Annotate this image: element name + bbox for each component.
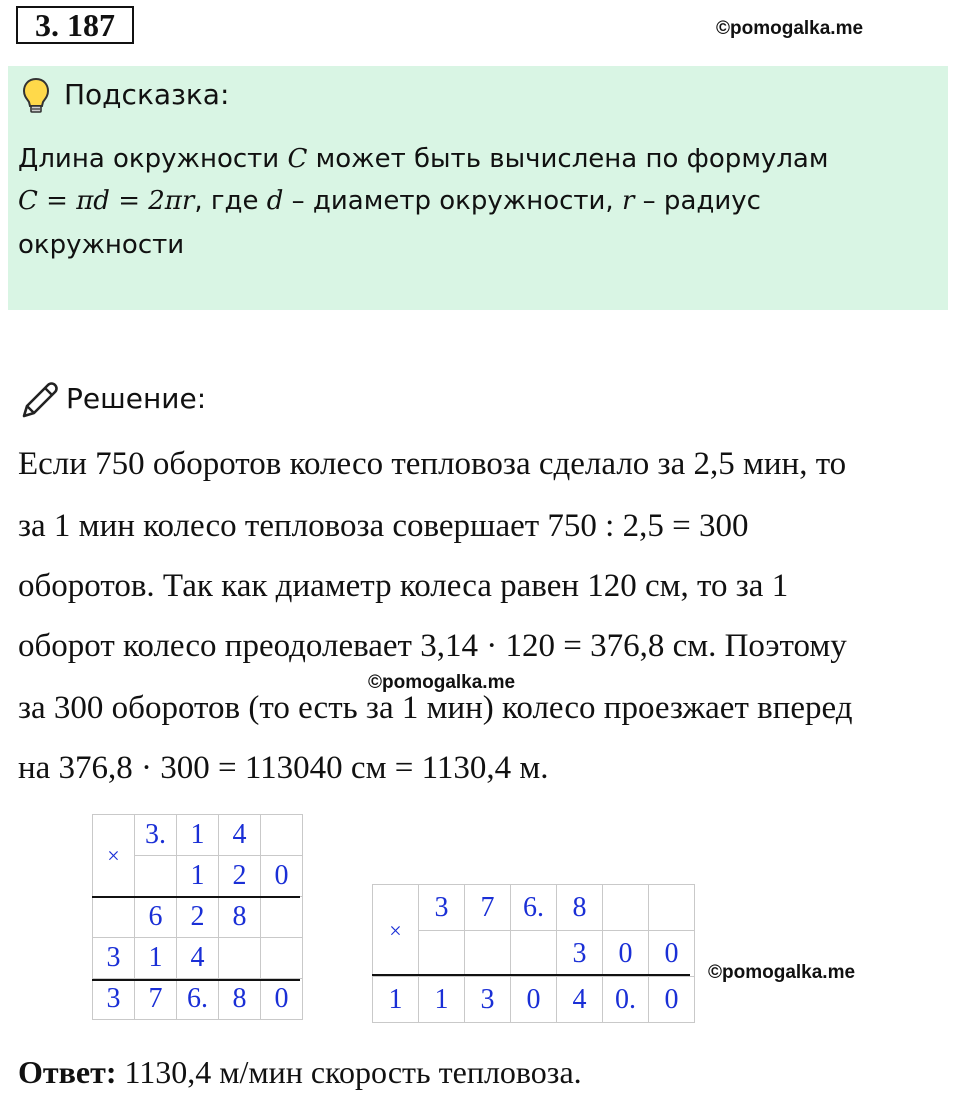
solution-line: на 376,8 · 300 = 113040 см = 1130,4 м. xyxy=(18,750,549,786)
solution-line: за 1 мин колесо тепловоза совершает 750 : 2,5 = 300 xyxy=(18,508,749,544)
multiply-sign: × xyxy=(93,815,135,897)
hint-var-c: C xyxy=(287,144,308,174)
calc-cell: 6. xyxy=(177,979,219,1020)
calc-cell: 0 xyxy=(511,977,557,1023)
calc-cell: 7 xyxy=(135,979,177,1020)
calc-cell: 2 xyxy=(177,897,219,938)
solution-line: оборотов. Так как диаметр колеса равен 120 см, то за 1 xyxy=(18,568,789,604)
calc-cell xyxy=(465,931,511,977)
hint-line-2 xyxy=(18,186,761,216)
calc-cell: 3 xyxy=(419,885,465,931)
hint-line1-text: может быть вычислена по формулам xyxy=(307,144,829,174)
calc-cell: 0 xyxy=(603,931,649,977)
calc-cell: 3 xyxy=(93,979,135,1020)
calc-cell: 2 xyxy=(219,856,261,897)
calc-cell xyxy=(219,938,261,979)
calc-cell: 3 xyxy=(557,931,603,977)
calc-table-2 xyxy=(372,884,695,1023)
calc-cell: 1 xyxy=(135,938,177,979)
calc-cell: 4 xyxy=(219,815,261,856)
solution-title: Решение: xyxy=(66,382,207,415)
watermark-calc: ©pomogalka.me xyxy=(708,962,856,983)
hint-title: Подсказка: xyxy=(64,78,230,111)
calc-cell: 0 xyxy=(261,856,303,897)
multiply-sign: × xyxy=(373,885,419,977)
calc-cell xyxy=(93,897,135,938)
calc-cell: 0 xyxy=(261,979,303,1020)
calc-table-1 xyxy=(92,814,303,1020)
hint-bold-term: Длина окружности xyxy=(18,144,280,174)
calc-cell: 6. xyxy=(511,885,557,931)
watermark-top: ©pomogalka.me xyxy=(716,18,864,39)
calc-cell: 8 xyxy=(557,885,603,931)
calc-cell: 0 xyxy=(649,931,695,977)
answer-label: Ответ: xyxy=(18,1054,117,1090)
calc-cell: 8 xyxy=(219,979,261,1020)
calc-cell xyxy=(261,938,303,979)
calc-cell xyxy=(419,931,465,977)
calc-cell: 4 xyxy=(557,977,603,1023)
hint-formula: C = πd = 2πr xyxy=(18,186,195,216)
calc1-rule-2 xyxy=(92,979,300,981)
calc1-rule-1 xyxy=(92,896,300,898)
calc-cell: 0 xyxy=(649,977,695,1023)
hint-var-r: r xyxy=(621,186,635,216)
hint-line-3: окружности xyxy=(18,230,185,260)
calc-cell: 7 xyxy=(465,885,511,931)
hint-line2-mid: , где xyxy=(194,186,267,216)
calc-cell: 1 xyxy=(177,815,219,856)
calc-cell: 3 xyxy=(93,938,135,979)
calc-cell: 3. xyxy=(135,815,177,856)
solution-line: оборот колесо преодолевает 3,14 · 120 = 376,8 см. Поэтому xyxy=(18,628,847,664)
hint-line2-mid2: – диаметр окружности, xyxy=(283,186,622,216)
calc2-rule xyxy=(372,974,690,976)
calc-cell: 1 xyxy=(177,856,219,897)
answer-text: 1130,4 м/мин скорость тепловоза. xyxy=(116,1054,582,1090)
hint-var-d: d xyxy=(266,186,284,216)
calc-cell: 0. xyxy=(603,977,649,1023)
task-number: 3. 187 xyxy=(16,6,134,44)
calc-cell: 4 xyxy=(177,938,219,979)
pencil-icon xyxy=(18,378,62,422)
calc-cell xyxy=(135,856,177,897)
calc-cell: 3 xyxy=(465,977,511,1023)
calc-cell: 6 xyxy=(135,897,177,938)
hint-line2-end: – радиус xyxy=(634,186,761,216)
calc-cell: 1 xyxy=(419,977,465,1023)
calc-cell xyxy=(261,897,303,938)
lightbulb-icon xyxy=(20,76,52,116)
calc-cell xyxy=(603,885,649,931)
calc-cell xyxy=(261,815,303,856)
watermark-mid: ©pomogalka.me xyxy=(368,672,516,693)
calc-cell xyxy=(511,931,557,977)
solution-line: Если 750 оборотов колесо тепловоза сделало за 2,5 мин, то xyxy=(18,446,847,482)
calc-cell xyxy=(649,885,695,931)
solution-line: за 300 оборотов (то есть за 1 мин) колесо проезжает вперед xyxy=(18,690,853,726)
answer-line xyxy=(18,1054,582,1091)
hint-line-1 xyxy=(18,144,828,174)
calc-cell: 1 xyxy=(373,977,419,1023)
calc-cell: 8 xyxy=(219,897,261,938)
